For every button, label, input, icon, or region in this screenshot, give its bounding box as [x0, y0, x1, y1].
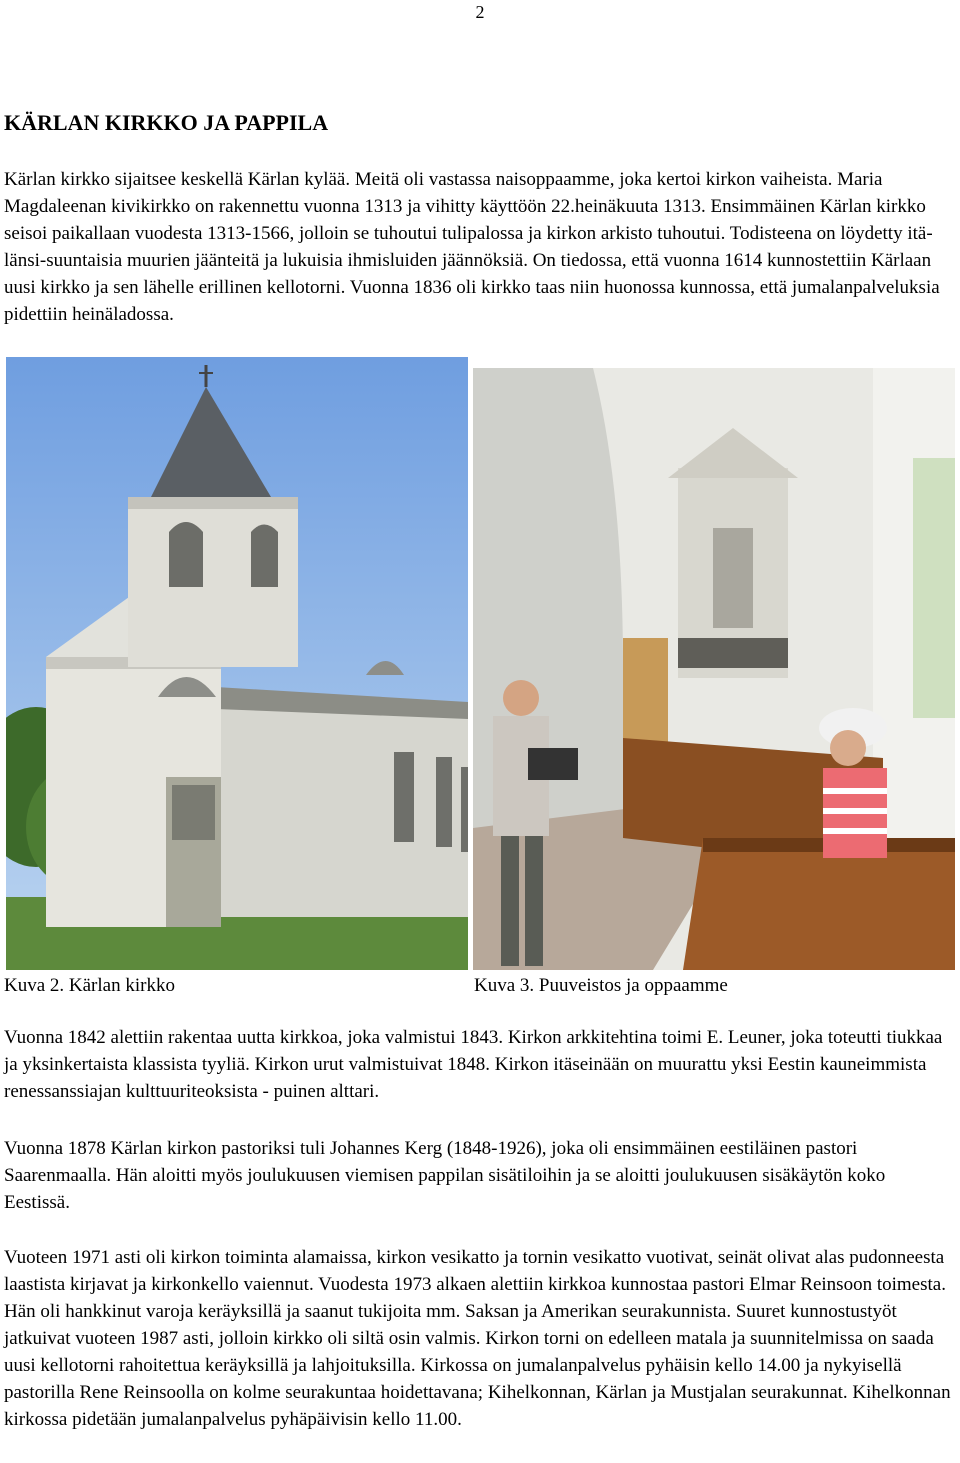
paragraph-pastor: Vuonna 1878 Kärlan kirkon pastoriksi tuli Johannes Kerg (1848-1926), joka oli ensimmäinen eestiläinen pastori Saarenmaalla. Hän aloitti myös joulukuusen viemisen pappilan sisätiloihin ja se aloitti joulukuusen sisäkäytön koko Eestissä.	[4, 1138, 886, 1213]
page-number: 2	[475, 2, 485, 22]
figure-caption-church: Kuva 2. Kärlan kirkko	[4, 975, 175, 996]
church-exterior-photo	[6, 357, 468, 970]
church-interior-photo	[473, 368, 955, 970]
figure-caption-interior: Kuva 3. Puuveistos ja oppaamme	[474, 975, 728, 996]
page-title: KÄRLAN KIRKKO JA PAPPILA	[4, 110, 329, 135]
paragraph-intro: Kärlan kirkko sijaitsee keskellä Kärlan kylää. Meitä oli vastassa naisoppaamme, joka kertoi kirkon vaiheista. Maria Magdaleenan kivikirkko on rakennettu vuonna 1313 ja vihitty käyttöön 22.heinäkuuta 1313. Ensimmäinen Kärlan kirkko seisoi paikallaan vuodesta 1313-1566, jolloin se tuhoutui tulipalossa ja kirkon arkisto tuhoutui. Todisteena on löydetty itä-länsi-suuntaisia muurien jäänteitä ja lukuisia ihmisluiden jäännöksiä. On tiedossa, että vuonna 1614 kunnostettiin Kärlaan uusi kirkko ja sen lähelle erillinen kellotorni. Vuonna 1836 oli kirkko taas niin huonossa kunnossa, että jumalanpalveluksia pidettiin heinäladossa.	[4, 169, 940, 325]
paragraph-construction: Vuonna 1842 alettiin rakentaa uutta kirkkoa, joka valmistui 1843. Kirkon arkkitehtina toimi E. Leuner, joka toteutti tiukkaa ja yksinkertaista klassista tyyliä. Kirkon urut valmistuivat 1848. Kirkon itäseinään on muurattu yksi Eestin kauneimmista renessanssiajan kulttuuriteoksista - puinen alttari.	[4, 1027, 943, 1102]
paragraph-restoration: Vuoteen 1971 asti oli kirkon toiminta alamaissa, kirkon vesikatto ja tornin vesikatto vuotivat, seinät olivat alas pudonneesta laastista kirjavat ja kirkonkello vaiennut. Vuodesta 1973 alkaen alettiin kirkkoa kunnostaa pastori Elmar Reinsoon toimesta. Hän oli hankkinut varoja keräyksillä ja saanut tukijoita mm. Saksan ja Amerikan seurakunnista. Suuret kunnostustyöt jatkuivat vuoteen 1987 asti, jolloin kirkko oli siltä osin valmis. Kirkon torni on edelleen matala ja suunnitelmissa on saada uusi kellotorni rahoitettua keräyksillä ja lahjoituksilla. Kirkossa on jumalanpalvelus pyhäisin kello 14.00 ja nykyisellä pastorilla Rene Reinsoolla on kolme seurakuntaa hoidettavana; Kihelkonnan, Kärlan ja Mustjalan seurakunnat. Kihelkonnan kirkossa pidetään jumalanpalvelus pyhäpäivisin kello 11.00.	[4, 1247, 951, 1430]
